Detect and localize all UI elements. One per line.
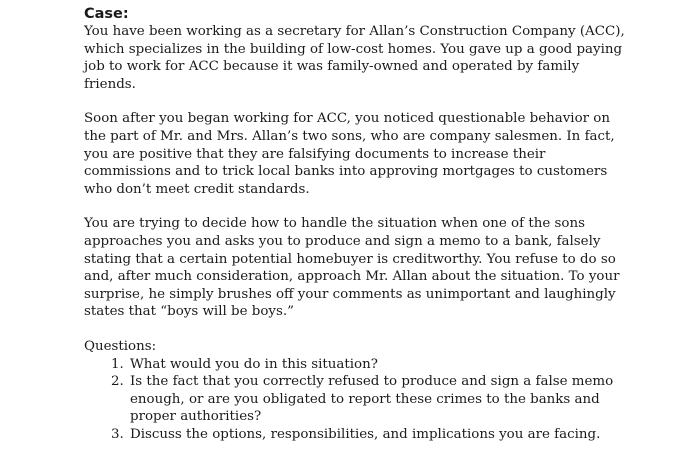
- question-item: 3. Discuss the options, responsibilities, and implications you are facing.: [128, 426, 629, 444]
- case-document: [84, 5, 629, 443]
- question-item: 1. What would you do in this situation?: [128, 356, 629, 374]
- questions-heading: Questions:: [84, 338, 157, 354]
- case-heading: Case:: [84, 6, 129, 22]
- questions-list: [84, 356, 629, 444]
- paragraph-background: You have been working as a secretary for Allan’s Construction Company (ACC), which specializes in the building of low-cost homes. You gave up a good paying job to work for ACC because it was family-owned and operated by family friends.: [84, 24, 625, 92]
- paragraph-questionable-behavior: Soon after you began working for ACC, you noticed questionable behavior on the part of Mr. and Mrs. Allan’s two sons, who are company salesmen. In fact, you are positive that they are falsifying documents to increase their commissions and to trick local banks into approving mortgages to customers who don’t meet credit standards.: [84, 111, 615, 197]
- question-item: 2. Is the fact that you correctly refused to produce and sign a false memo enough, or are you obligated to report these crimes to the banks and proper authorities?: [128, 373, 629, 426]
- paragraph-dilemma: You are trying to decide how to handle the situation when one of the sons approaches you and asks you to produce and sign a memo to a bank, falsely stating that a certain potential homebuyer is creditworthy. You refuse to do so and, after much consideration, approach Mr. Allan about the situation. To your surprise, he simply brushes off your comments as unimportant and laughingly states that “boys will be boys.”: [84, 216, 620, 320]
